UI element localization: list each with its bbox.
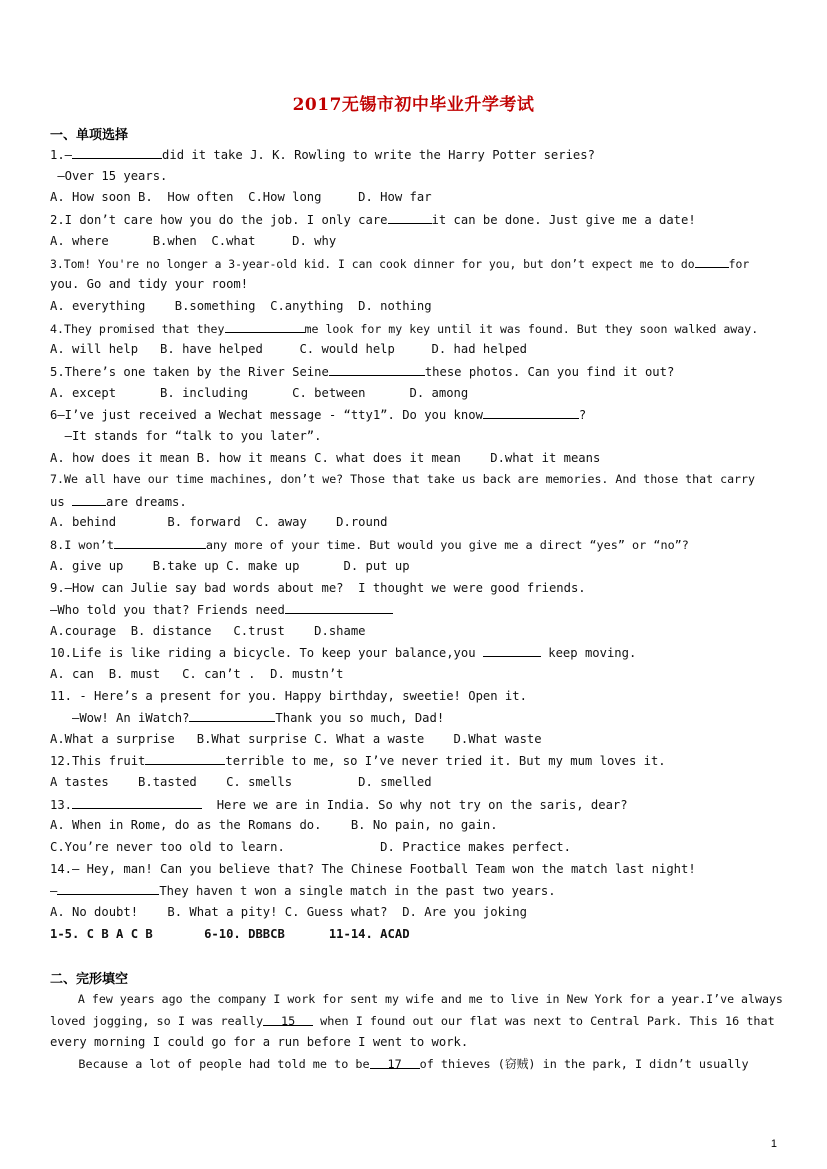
page-title: 2017无锡市初中毕业升学考试 <box>292 95 535 115</box>
question-6-options: A. how does it mean B. how it means C. what does it mean D.what it means <box>50 451 601 465</box>
question-7-options: A. behind B. forward C. away D.round <box>50 515 388 529</box>
answer-blank <box>145 752 225 765</box>
question-14-line-2: — They haven t won a single match in the past two years. <box>50 884 556 898</box>
answer-blank <box>114 536 206 549</box>
question-10-options: A. can B. must C. can’t . D. mustn’t <box>50 667 344 681</box>
question-11-options: A.What a surprise B.What surprise C. What a waste D.What waste <box>50 732 542 746</box>
question-12-options: A tastes B.tasted C. smells D. smelled <box>50 775 432 789</box>
question-9: 9.—How can Julie say bad words about me? I thought we were good friends. <box>50 581 586 595</box>
passage-line-2: loved jogging, so I was really 15 when I found out our flat was next to Central Park. This 16 that <box>50 1014 775 1028</box>
question-3-line-2: you. Go and tidy your room! <box>50 277 249 291</box>
passage-line-1: A few years ago the company I work for sent my wife and me to live in New York for a year.I’ve always <box>50 992 783 1006</box>
question-13: 13. Here we are in India. So why not try on the saris, dear? <box>50 798 628 812</box>
passage-line-3: every morning I could go for a run before I went to work. <box>50 1035 469 1049</box>
question-11: 11. - Here’s a present for you. Happy birthday, sweetie! Open it. <box>50 689 527 703</box>
question-14: 14.— Hey, man! Can you believe that? The Chinese Football Team won the match last night! <box>50 862 696 876</box>
question-3-options: A. everything B.something C.anything D. nothing <box>50 299 432 313</box>
question-12: 12.This fruit terrible to me, so I’ve never tried it. But my mum loves it. <box>50 754 666 768</box>
question-7: 7.We all have our time machines, don’t we? Those that take us back are memories. And those that carry <box>50 472 755 486</box>
question-4-options: A. will help B. have helped C. would help D. had helped <box>50 342 527 356</box>
question-7-line-2: us are dreams. <box>50 495 187 509</box>
question-13-options-2: C.You’re never too old to learn. D. Practice makes perfect. <box>50 840 571 854</box>
answer-blank <box>285 601 393 614</box>
question-13-options-1: A. When in Rome, do as the Romans do. B. No pain, no gain. <box>50 818 498 832</box>
section-heading-2: 二、完形填空 <box>50 972 129 987</box>
question-1-reply: —Over 15 years. <box>50 169 168 183</box>
question-1-options: A. How soon B. How often C.How long D. How far <box>50 190 432 204</box>
question-11-line-2: —Wow! An iWatch? Thank you so much, Dad! <box>50 711 445 725</box>
question-3: 3.Tom! You're no longer a 3-year-old kid. I can cook dinner for you, but don’t expect me to do for <box>50 257 750 271</box>
answer-blank <box>72 146 162 159</box>
answer-blank <box>57 882 159 895</box>
answer-blank-15: 15 <box>263 1013 313 1026</box>
passage-line-4: Because a lot of people had told me to be 17 of thieves (窃贼) in the park, I didn’t usually <box>50 1057 749 1071</box>
question-14-options: A. No doubt! B. What a pity! C. Guess what? D. Are you joking <box>50 905 527 919</box>
answer-blank <box>189 709 275 722</box>
section-heading-1: 一、单项选择 <box>50 128 129 143</box>
question-8-options: A. give up B.take up C. make up D. put up <box>50 559 410 573</box>
answer-key: 1-5. C B A C B 6-10. DBBCB 11-14. ACAD <box>50 927 410 941</box>
answer-blank <box>329 363 425 376</box>
question-1: 1.— did it take J. K. Rowling to write the Harry Potter series? <box>50 148 595 162</box>
answer-blank <box>695 255 729 268</box>
answer-blank <box>483 406 579 419</box>
question-8: 8.I won’t any more of your time. But would you give me a direct “yes” or “no”? <box>50 538 689 552</box>
question-6-reply: —It stands for “talk to you later”. <box>50 429 322 443</box>
question-5: 5.There’s one taken by the River Seine these photos. Can you find it out? <box>50 365 675 379</box>
question-4: 4.They promised that they me look for my key until it was found. But they soon walked away. <box>50 322 759 336</box>
answer-blank <box>72 796 202 809</box>
page-number: 1 <box>770 1138 777 1150</box>
question-6: 6—I’ve just received a Wechat message - “tty1”. Do you know ? <box>50 408 587 422</box>
answer-blank <box>72 493 106 506</box>
question-10: 10.Life is like riding a bicycle. To keep your balance,you keep moving. <box>50 646 637 660</box>
question-9-options: A.courage B. distance C.trust D.shame <box>50 624 366 638</box>
answer-blank <box>225 320 305 333</box>
question-2-options: A. where B.when C.what D. why <box>50 234 337 248</box>
answer-blank <box>483 644 541 657</box>
answer-blank <box>388 211 432 224</box>
answer-blank-17: 17 <box>370 1056 420 1069</box>
question-9-line-2: —Who told you that? Friends need <box>50 601 393 618</box>
question-5-options: A. except B. including C. between D. among <box>50 386 469 400</box>
question-2: 2.I don’t care how you do the job. I only care it can be done. Just give me a date! <box>50 213 696 227</box>
